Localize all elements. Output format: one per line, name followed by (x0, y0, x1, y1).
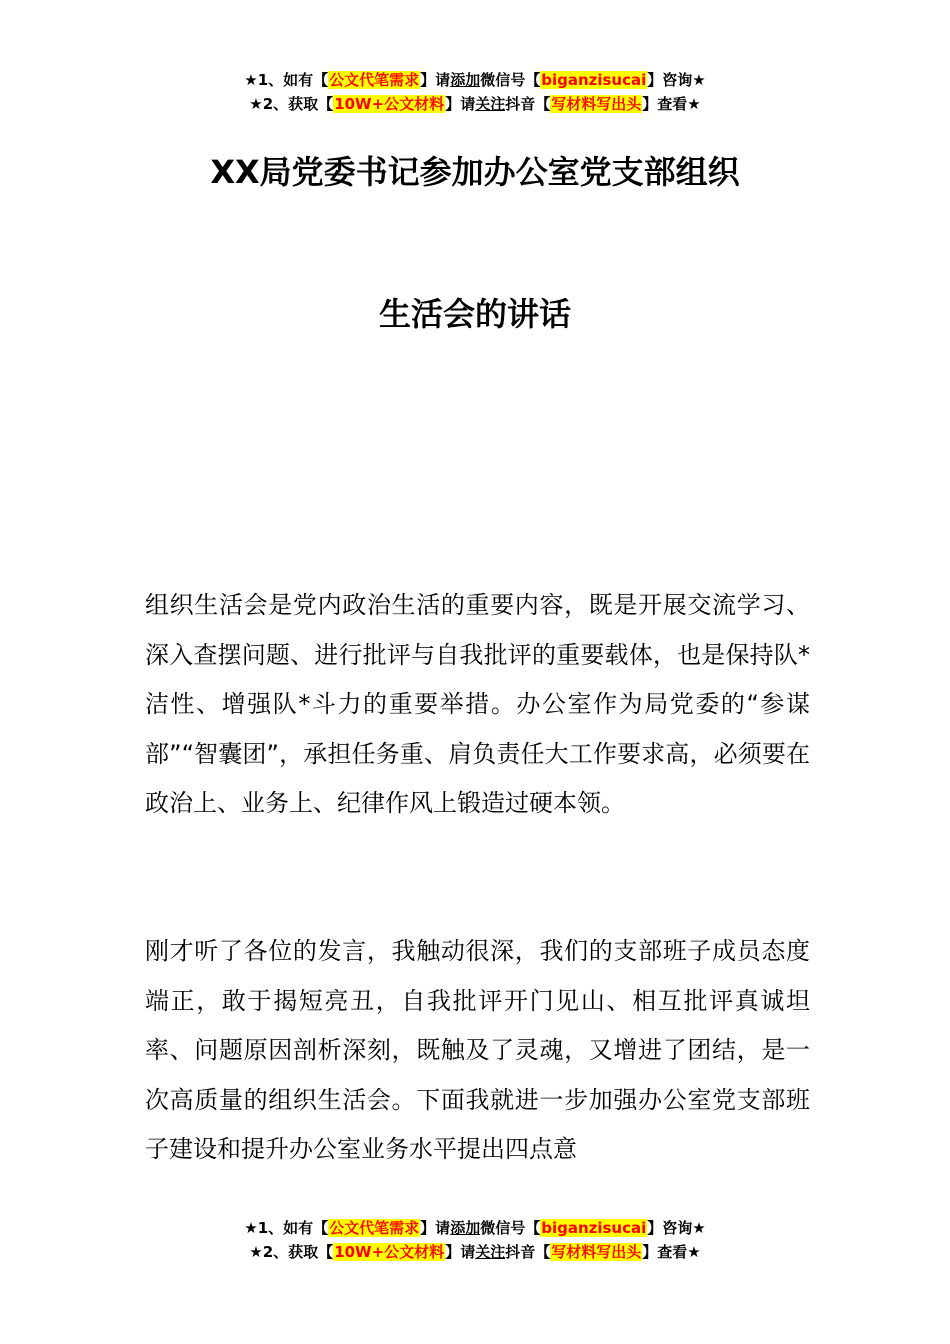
banner-douyin-id: 写材料写出头 (551, 95, 642, 113)
banner-line-1: ★1、如有【公文代笔需求】请添加微信号【biganzisucai】咨询★ (244, 1219, 706, 1237)
banner-douyin-id: 写材料写出头 (551, 1243, 642, 1261)
banner-highlight: 公文代笔需求 (329, 1219, 420, 1237)
document-title-line-1: XX局党委书记参加办公室党支部组织 (210, 153, 740, 191)
banner-line-2: ★2、获取【10W+公文材料】请关注抖音【写材料写出头】查看★ (249, 1243, 701, 1261)
header-banner (0, 68, 950, 116)
document-title-line-2: 生活会的讲话 (378, 295, 571, 333)
footer-banner (0, 1216, 950, 1264)
body-paragraph: 刚才听了各位的发言，我触动很深，我们的支部班子成员态度端正，敢于揭短亮丑，自我批评开门见山、相互批评真诚坦率、问题原因剖析深刻，既触及了灵魂，又增进了团结，是一次高质量的组织生活会。下面我就进一步加强办公室党支部班子建设和提升办公室业务水平提出四点意 (145, 937, 810, 1164)
body-paragraph: 组织生活会是党内政治生活的重要内容，既是开展交流学习、深入查摆问题、进行批评与自我批评的重要载体，也是保持队*洁性、增强队*斗力的重要举措。办公室作为局党委的“参谋部”“智囊团”，承担任务重、肩负责任大工作要求高，必须要在政治上、业务上、纪律作风上锻造过硬本领。 (145, 591, 810, 818)
banner-line-1: ★1、如有【公文代笔需求】请添加微信号【biganzisucai】咨询★ (244, 71, 706, 89)
banner-highlight: 公文代笔需求 (329, 71, 420, 89)
banner-wechat-id: biganzisucai (541, 71, 647, 89)
banner-highlight: 10W+公文材料 (334, 1243, 445, 1261)
banner-highlight: 10W+公文材料 (334, 95, 445, 113)
banner-wechat-id: biganzisucai (541, 1219, 647, 1237)
banner-line-2: ★2、获取【10W+公文材料】请关注抖音【写材料写出头】查看★ (249, 95, 701, 113)
